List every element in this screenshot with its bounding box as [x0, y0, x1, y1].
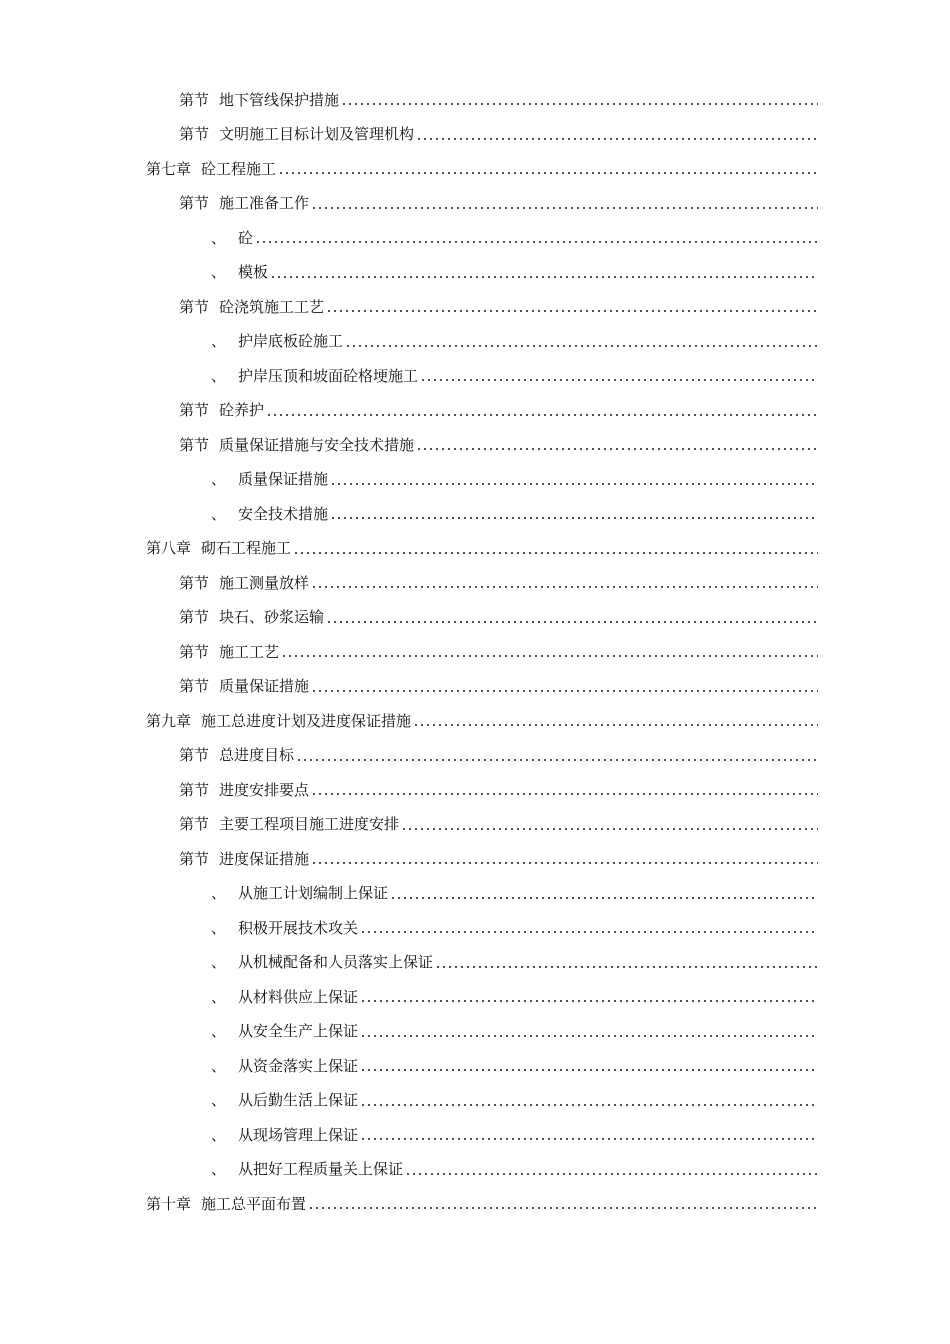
toc-entry-item[interactable] [0, 1083, 950, 1118]
toc-entry-number: 第节 [179, 608, 210, 627]
toc-entry-item[interactable] [0, 358, 950, 393]
dot-leader [311, 793, 818, 795]
toc-entry-title: 质量保证措施与安全技术措施 [219, 435, 415, 454]
dot-leader [296, 759, 818, 761]
dot-leader [405, 1173, 818, 1175]
toc-entry-item[interactable] [0, 255, 950, 290]
toc-entry-line [179, 399, 818, 420]
dot-leader [360, 1104, 818, 1106]
toc-entry-number: 第节 [179, 642, 210, 661]
toc-entry-line [179, 434, 818, 455]
toc-entry-line [211, 917, 818, 938]
toc-entry-line [211, 330, 818, 351]
toc-entry-line [211, 503, 818, 524]
dot-leader [281, 655, 818, 657]
dot-leader [360, 1069, 818, 1071]
toc-entry-title: 积极开展技术攻关 [238, 918, 359, 937]
toc-entry-line [146, 158, 818, 179]
toc-entry-title: 砼浇筑施工工艺 [219, 297, 325, 316]
toc-entry-item[interactable] [0, 1048, 950, 1083]
toc-entry-number: 第九章 [146, 711, 192, 730]
toc-entry-line [146, 710, 818, 731]
dot-leader [326, 621, 818, 623]
toc-entry-line [179, 192, 818, 213]
dot-leader [308, 1207, 818, 1209]
dot-leader [330, 483, 818, 485]
toc-entry-number: 、 [211, 1125, 227, 1144]
toc-entry-title: 砼养护 [219, 401, 265, 420]
toc-entry-number: 、 [211, 228, 227, 247]
toc-entry-chapter[interactable] [0, 1186, 950, 1221]
toc-entry-number: 、 [211, 332, 227, 351]
toc-entry-title: 地下管线保护措施 [219, 90, 340, 109]
toc-entry-line [179, 123, 818, 144]
toc-entry-title: 护岸压顶和坡面砼格埂施工 [238, 366, 419, 385]
toc-entry-number: 第七章 [146, 159, 192, 178]
toc-entry-number: 第十章 [146, 1194, 192, 1213]
dot-leader [255, 241, 818, 243]
toc-entry-item[interactable] [0, 945, 950, 980]
toc-entry-number: 、 [211, 504, 227, 523]
toc-entry-section[interactable] [0, 772, 950, 807]
toc-entry-item[interactable] [0, 1117, 950, 1152]
toc-entry-title: 质量保证措施 [219, 677, 310, 696]
toc-entry-section[interactable] [0, 427, 950, 462]
toc-entry-number: 第节 [179, 849, 210, 868]
toc-entry-line [179, 813, 818, 834]
toc-entry-title: 质量保证措施 [238, 470, 329, 489]
toc-entry-line [211, 1020, 818, 1041]
toc-entry-line [146, 1193, 818, 1214]
dot-leader [390, 897, 818, 899]
toc-entry-number: 、 [211, 953, 227, 972]
dot-leader [420, 379, 818, 381]
dot-leader [278, 172, 818, 174]
dot-leader [266, 414, 818, 416]
toc-entry-line [211, 365, 818, 386]
toc-entry-line [179, 675, 818, 696]
dot-leader [360, 931, 818, 933]
table-of-contents [0, 82, 950, 1221]
toc-entry-line [211, 1158, 818, 1179]
toc-entry-title: 从后勤生活上保证 [238, 1091, 359, 1110]
toc-entry-section[interactable] [0, 807, 950, 842]
dot-leader [311, 862, 818, 864]
toc-entry-line [211, 882, 818, 903]
toc-entry-title: 砼工程施工 [201, 159, 277, 178]
toc-entry-section[interactable] [0, 634, 950, 669]
toc-entry-title: 从施工计划编制上保证 [238, 884, 389, 903]
toc-entry-number: 、 [211, 987, 227, 1006]
toc-entry-line [211, 1055, 818, 1076]
toc-entry-item[interactable] [0, 876, 950, 911]
toc-entry-title: 安全技术措施 [238, 504, 329, 523]
toc-entry-item[interactable] [0, 1152, 950, 1187]
toc-entry-title: 施工工艺 [219, 642, 280, 661]
toc-entry-number: 第节 [179, 125, 210, 144]
toc-entry-section[interactable] [0, 738, 950, 773]
toc-entry-number: 第节 [179, 677, 210, 696]
toc-entry-section[interactable] [0, 117, 950, 152]
toc-entry-number: 第节 [179, 815, 210, 834]
toc-entry-number: 、 [211, 1022, 227, 1041]
toc-entry-title: 施工准备工作 [219, 194, 310, 213]
toc-entry-line [211, 951, 818, 972]
toc-entry-number: 、 [211, 918, 227, 937]
toc-entry-line [211, 986, 818, 1007]
toc-entry-item[interactable] [0, 462, 950, 497]
toc-entry-section[interactable] [0, 82, 950, 117]
toc-entry-section[interactable] [0, 186, 950, 221]
dot-leader [330, 517, 818, 519]
toc-entry-title: 施工总进度计划及进度保证措施 [201, 711, 412, 730]
toc-entry-item[interactable] [0, 979, 950, 1014]
toc-entry-title: 砌石工程施工 [201, 539, 292, 558]
toc-entry-title: 块石、砂浆运输 [219, 608, 325, 627]
dot-leader [435, 966, 818, 968]
dot-leader [341, 103, 818, 105]
toc-entry-section[interactable] [0, 669, 950, 704]
toc-entry-line [146, 537, 818, 558]
dot-leader [416, 448, 818, 450]
toc-entry-number: 、 [211, 1160, 227, 1179]
dot-leader [360, 1000, 818, 1002]
toc-entry-title: 从把好工程质量关上保证 [238, 1160, 404, 1179]
toc-entry-line [211, 1124, 818, 1145]
toc-entry-item[interactable] [0, 220, 950, 255]
toc-entry-line [179, 606, 818, 627]
dot-leader [270, 276, 818, 278]
toc-entry-number: 第节 [179, 194, 210, 213]
dot-leader [360, 1035, 818, 1037]
toc-entry-title: 模板 [238, 263, 269, 282]
dot-leader [416, 138, 818, 140]
toc-entry-title: 从资金落实上保证 [238, 1056, 359, 1075]
toc-entry-title: 进度保证措施 [219, 849, 310, 868]
dot-leader [311, 690, 818, 692]
toc-entry-title: 施工总平面布置 [201, 1194, 307, 1213]
toc-entry-chapter[interactable] [0, 531, 950, 566]
toc-entry-section[interactable] [0, 600, 950, 635]
dot-leader [311, 586, 818, 588]
toc-entry-section[interactable] [0, 565, 950, 600]
toc-entry-number: 、 [211, 1056, 227, 1075]
dot-leader [293, 552, 818, 554]
toc-entry-title: 从材料供应上保证 [238, 987, 359, 1006]
toc-entry-line [179, 779, 818, 800]
toc-entry-line [211, 1089, 818, 1110]
toc-entry-chapter[interactable] [0, 703, 950, 738]
toc-entry-line [211, 261, 818, 282]
dot-leader [360, 1138, 818, 1140]
dot-leader [311, 207, 818, 209]
dot-leader [413, 724, 818, 726]
dot-leader [326, 310, 818, 312]
dot-leader [345, 345, 818, 347]
toc-entry-number: 第节 [179, 780, 210, 799]
toc-entry-section[interactable] [0, 289, 950, 324]
toc-entry-section[interactable] [0, 841, 950, 876]
toc-entry-number: 第节 [179, 90, 210, 109]
toc-entry-line [179, 848, 818, 869]
toc-entry-title: 从现场管理上保证 [238, 1125, 359, 1144]
toc-entry-title: 总进度目标 [219, 746, 295, 765]
toc-entry-number: 、 [211, 884, 227, 903]
toc-entry-number: 、 [211, 263, 227, 282]
toc-entry-item[interactable] [0, 910, 950, 945]
toc-entry-item[interactable] [0, 496, 950, 531]
toc-entry-item[interactable] [0, 324, 950, 359]
toc-entry-line [179, 89, 818, 110]
toc-entry-title: 文明施工目标计划及管理机构 [219, 125, 415, 144]
toc-entry-title: 砼 [238, 228, 254, 247]
toc-entry-item[interactable] [0, 1014, 950, 1049]
toc-entry-line [179, 572, 818, 593]
toc-entry-line [179, 641, 818, 662]
dot-leader [401, 828, 818, 830]
toc-entry-title: 从机械配备和人员落实上保证 [238, 953, 434, 972]
toc-entry-title: 主要工程项目施工进度安排 [219, 815, 400, 834]
toc-entry-title: 护岸底板砼施工 [238, 332, 344, 351]
toc-entry-number: 、 [211, 470, 227, 489]
toc-entry-chapter[interactable] [0, 151, 950, 186]
toc-entry-title: 进度安排要点 [219, 780, 310, 799]
toc-entry-number: 第节 [179, 435, 210, 454]
toc-entry-line [179, 296, 818, 317]
toc-entry-line [179, 744, 818, 765]
toc-entry-title: 从安全生产上保证 [238, 1022, 359, 1041]
toc-entry-number: 第节 [179, 401, 210, 420]
toc-entry-number: 第节 [179, 573, 210, 592]
toc-entry-number: 、 [211, 366, 227, 385]
toc-entry-title: 施工测量放样 [219, 573, 310, 592]
toc-entry-number: 、 [211, 1091, 227, 1110]
toc-entry-line [211, 468, 818, 489]
toc-entry-line [211, 227, 818, 248]
toc-entry-section[interactable] [0, 393, 950, 428]
toc-entry-number: 第节 [179, 746, 210, 765]
toc-entry-number: 第八章 [146, 539, 192, 558]
toc-entry-number: 第节 [179, 297, 210, 316]
